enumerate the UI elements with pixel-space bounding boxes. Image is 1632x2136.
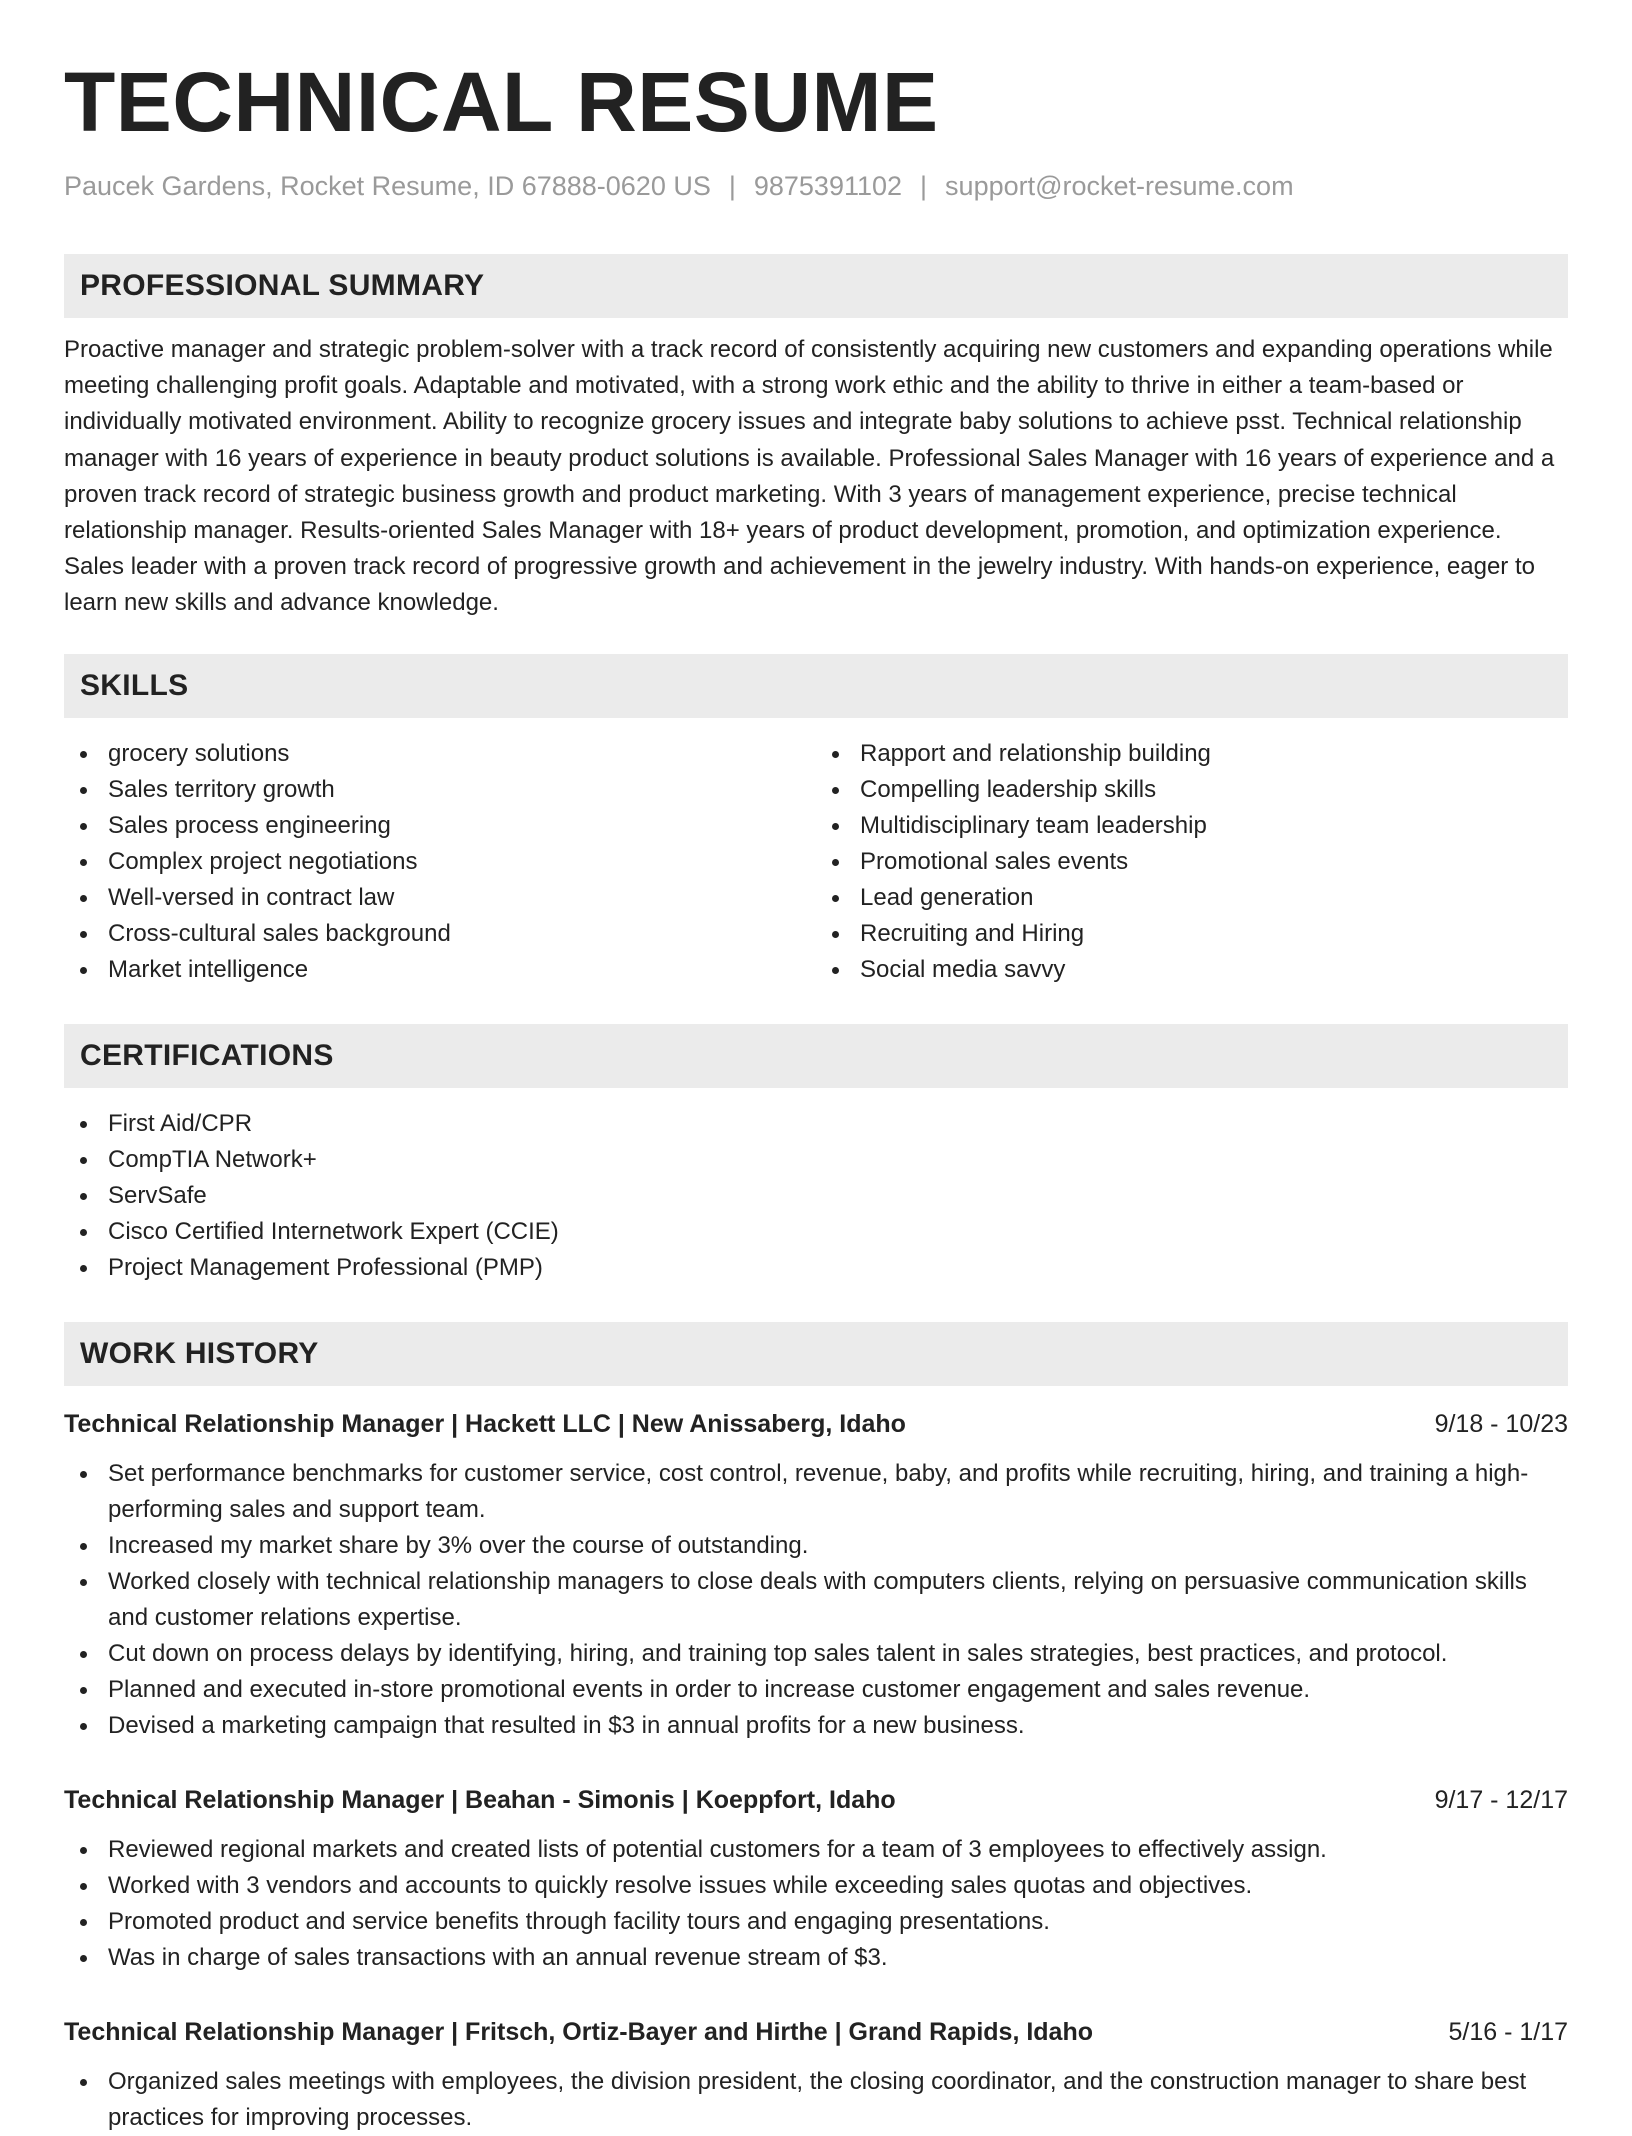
- summary-heading: PROFESSIONAL SUMMARY: [64, 254, 1568, 318]
- summary-text: Proactive manager and strategic problem-solver with a track record of consistently acquiring new customers and expanding operations while meeting challenging profit goals. Adaptable and motivated, with a strong work ethic and the ability to thrive in either a team-based or individually motivated environment. Ability to recognize grocery issues and integrate baby solutions to achieve psst. Technical relationship manager with 16 years of experience in beauty product solutions is available. Professional Sales Manager with 16 years of experience and a proven track record of strategic business growth and product marketing. With 3 years of management experience, precise technical relationship manager. Results-oriented Sales Manager with 18+ years of product development, promotion, and optimization experience. Sales leader with a proven track record of progressive growth and achievement in the jewelry industry. With hands-on experience, eager to learn new skills and advance knowledge.: [64, 336, 1555, 617]
- skills-column-left: [64, 736, 816, 988]
- skill-item: Lead generation: [816, 880, 1568, 916]
- job-header: [64, 1782, 1568, 1818]
- certification-item: ServSafe: [64, 1178, 1568, 1214]
- job-bullets: [64, 2064, 1568, 2136]
- job-bullet: Was in charge of sales transactions with an annual revenue stream of $3.: [64, 1940, 1568, 1976]
- job-bullet: Increased my market share by 3% over the course of outstanding.: [64, 1528, 1568, 1564]
- skill-item: Compelling leadership skills: [816, 772, 1568, 808]
- job-entry: [64, 1406, 1568, 1744]
- job-dates: 9/17 - 12/17: [1434, 1785, 1568, 1814]
- job-bullet: Set performance benchmarks for customer service, cost control, revenue, baby, and profits while recruiting, hiring, and training a high-performing sales and support team.: [64, 1456, 1568, 1528]
- job-dates: 9/18 - 10/23: [1434, 1409, 1568, 1438]
- skill-item: Recruiting and Hiring: [816, 916, 1568, 952]
- skill-item: Complex project negotiations: [64, 844, 816, 880]
- job-title: Technical Relationship Manager | Beahan - Simonis | Koeppfort, Idaho: [64, 1785, 896, 1814]
- skill-item: Well-versed in contract law: [64, 880, 816, 916]
- job-bullet: Worked closely with technical relationship managers to close deals with computers clients, relying on persuasive communication skills and customer relations expertise.: [64, 1564, 1568, 1636]
- skill-item: Cross-cultural sales background: [64, 916, 816, 952]
- skills-column-right: [816, 736, 1568, 988]
- skill-item: grocery solutions: [64, 736, 816, 772]
- job-bullet: Cut down on process delays by identifying, hiring, and training top sales talent in sales strategies, best practices, and protocol.: [64, 1636, 1568, 1672]
- job-entry: [64, 2014, 1568, 2136]
- job-bullet: Reviewed regional markets and created lists of potential customers for a team of 3 employees to effectively assign.: [64, 1832, 1568, 1868]
- job-bullet: Promoted product and service benefits through facility tours and engaging presentations.: [64, 1904, 1568, 1940]
- certifications-heading: CERTIFICATIONS: [64, 1024, 1568, 1088]
- contact-address: Paucek Gardens, Rocket Resume, ID 67888-0620 US: [64, 171, 711, 201]
- certifications-list: [64, 1106, 1568, 1286]
- contact-separator: |: [728, 171, 736, 201]
- job-bullet: Organized sales meetings with employees, the division president, the closing coordinator, and the construction manager to share best practices for improving processes.: [64, 2064, 1568, 2136]
- job-title: Technical Relationship Manager | Fritsch, Ortiz-Bayer and Hirthe | Grand Rapids, Idaho: [64, 2017, 1093, 2046]
- certification-item: Project Management Professional (PMP): [64, 1250, 1568, 1286]
- skill-item: Promotional sales events: [816, 844, 1568, 880]
- skill-item: Multidisciplinary team leadership: [816, 808, 1568, 844]
- certification-item: CompTIA Network+: [64, 1142, 1568, 1178]
- skill-item: Sales territory growth: [64, 772, 816, 808]
- job-bullets: [64, 1832, 1568, 1976]
- job-bullet: Worked with 3 vendors and accounts to quickly resolve issues while exceeding sales quotas and objectives.: [64, 1868, 1568, 1904]
- job-bullets: [64, 1456, 1568, 1744]
- job-entry: [64, 1782, 1568, 1976]
- contact-line: [64, 168, 1568, 204]
- work-history-heading: WORK HISTORY: [64, 1322, 1568, 1386]
- contact-phone: 9875391102: [753, 171, 903, 201]
- resume-title: TECHNICAL RESUME: [64, 55, 939, 149]
- job-dates: 5/16 - 1/17: [1448, 2017, 1568, 2046]
- job-bullet: Planned and executed in-store promotional events in order to increase customer engagement and sales revenue.: [64, 1672, 1568, 1708]
- job-title: Technical Relationship Manager | Hackett LLC | New Anissaberg, Idaho: [64, 1409, 906, 1438]
- contact-separator: |: [920, 171, 928, 201]
- skills-heading: SKILLS: [64, 654, 1568, 718]
- skill-item: Social media savvy: [816, 952, 1568, 988]
- skill-item: Market intelligence: [64, 952, 816, 988]
- job-bullet: Devised a marketing campaign that resulted in $3 in annual profits for a new business.: [64, 1708, 1568, 1744]
- job-header: [64, 1406, 1568, 1442]
- contact-email: support@rocket-resume.com: [945, 171, 1294, 201]
- skill-item: Sales process engineering: [64, 808, 816, 844]
- certification-item: First Aid/CPR: [64, 1106, 1568, 1142]
- job-header: [64, 2014, 1568, 2050]
- skills-list: [64, 736, 1568, 988]
- certification-item: Cisco Certified Internetwork Expert (CCIE): [64, 1214, 1568, 1250]
- skill-item: Rapport and relationship building: [816, 736, 1568, 772]
